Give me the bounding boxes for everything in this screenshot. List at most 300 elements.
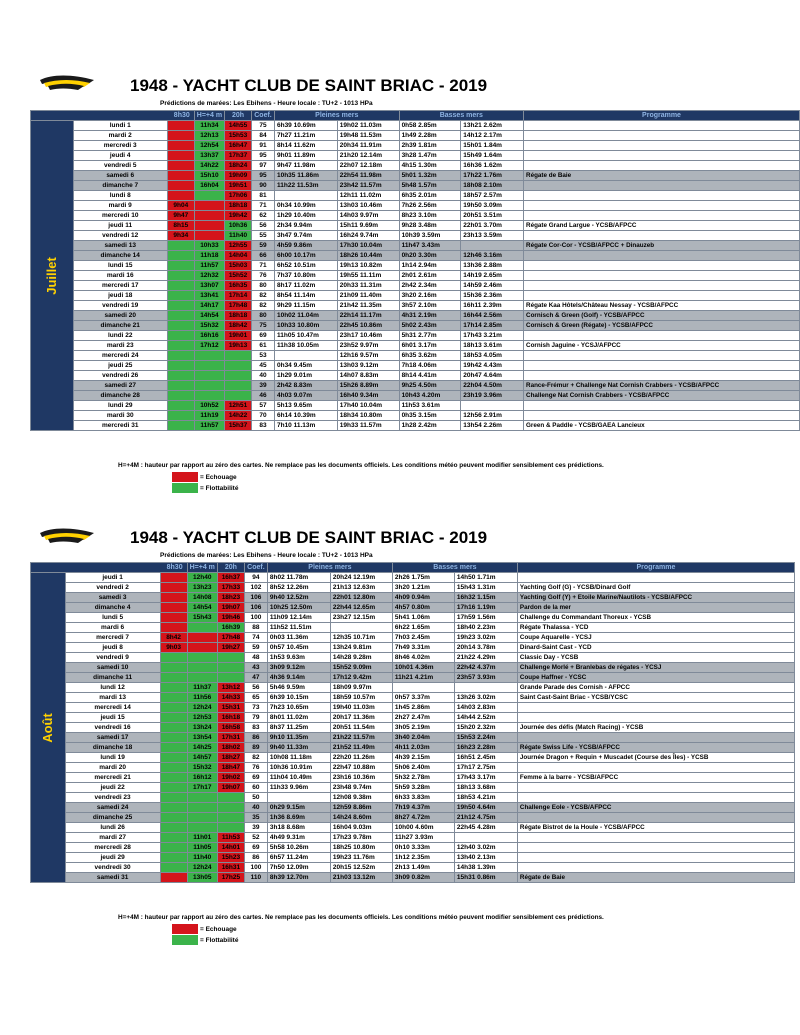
low-tide-2: 23h57 3.93m [454,673,517,683]
high-tide-1: 7h37 10.80m [274,271,337,281]
slot-20h: 11h40 [225,231,252,241]
low-tide-2: 18h13 3.68m [454,783,517,793]
day-cell: mardi 6 [65,623,160,633]
table-row [31,863,795,873]
low-tide-2: 15h20 2.32m [454,723,517,733]
day-cell: vendredi 12 [73,231,167,241]
low-tide-1: 9h25 4.50m [399,381,461,391]
slot-h4m: 14h17 [194,301,224,311]
legend-flottabilite: = Flottabilité [200,937,239,944]
programme-cell [517,833,794,843]
slot-h4m: 13h24 [187,723,217,733]
high-tide-2: 23h27 12.15m [330,613,392,623]
day-cell: vendredi 30 [65,863,160,873]
slot-h4m: 14h57 [187,753,217,763]
low-tide-2: 20h51 3.51m [461,211,524,221]
legend [172,472,238,494]
programme-cell [524,261,800,271]
coef-cell: 40 [252,371,275,381]
coef-cell: 61 [252,341,275,351]
high-tide-2: 20h17 11.36m [330,713,392,723]
low-tide-1: 3h20 2.16m [399,291,461,301]
slot-h4m: 10h33 [194,241,224,251]
programme-cell: Dinard-Saint Cast - YCD [517,643,794,653]
table-row [31,371,800,381]
low-tide-1: 4h15 1.30m [399,161,461,171]
high-tide-2: 17h23 9.78m [330,833,392,843]
low-tide-1: 3h28 1.47m [399,151,461,161]
low-tide-2: 17h22 1.76m [461,171,524,181]
slot-h4m: 11h40 [187,853,217,863]
table-row [31,171,800,181]
low-tide-1: 2h13 1.49m [392,863,454,873]
slot-20h: 15h52 [225,271,252,281]
slot-20h [217,823,244,833]
low-tide-1: 5h41 1.06m [392,613,454,623]
slot-8h30 [167,311,194,321]
low-tide-2: 23h19 3.96m [461,391,524,401]
high-tide-2: 22h47 10.88m [330,763,392,773]
slot-h4m [194,211,224,221]
programme-cell [524,141,800,151]
table-row [31,121,800,131]
slot-20h: 16h58 [217,723,244,733]
slot-8h30 [160,863,187,873]
low-tide-2: 15h53 2.24m [454,733,517,743]
slot-8h30 [160,603,187,613]
table-row [31,311,800,321]
slot-8h30 [160,873,187,883]
low-tide-1: 11h47 3.43m [399,241,461,251]
slot-20h [217,663,244,673]
low-tide-2: 19h50 4.64m [454,803,517,813]
slot-8h30 [167,361,194,371]
low-tide-1: 0h35 3.15m [399,411,461,421]
low-tide-1: 3h05 2.19m [392,723,454,733]
yacht-club-pennant-icon [38,72,96,94]
programme-cell: Challenge Eole - YCSB/AFPCC [517,803,794,813]
slot-20h [217,813,244,823]
slot-8h30 [160,613,187,623]
low-tide-1: 8h27 4.72m [392,813,454,823]
table-row [31,693,795,703]
high-tide-1: 7h27 11.21m [274,131,337,141]
programme-cell [517,863,794,873]
high-tide-1: 8h39 12.70m [267,873,330,883]
slot-20h: 19h01 [225,331,252,341]
slot-20h: 18h02 [217,743,244,753]
slot-h4m [187,633,217,643]
low-tide-1: 3h09 0.82m [392,873,454,883]
slot-8h30 [160,653,187,663]
high-tide-1: 1h53 9.63m [267,653,330,663]
high-tide-2: 23h52 9.97m [337,341,399,351]
low-tide-2 [461,401,524,411]
high-tide-1: 0h29 9.15m [267,803,330,813]
slot-8h30 [160,853,187,863]
slot-20h: 19h07 [217,603,244,613]
low-tide-2: 20h47 4.64m [461,371,524,381]
low-tide-2: 21h12 4.75m [454,813,517,823]
coef-cell: 82 [252,291,275,301]
high-tide-2: 22h54 11.98m [337,171,399,181]
high-tide-2: 16h04 9.03m [330,823,392,833]
low-tide-2: 16h11 2.39m [461,301,524,311]
programme-cell: Coupe Aquarelle - YCSJ [517,633,794,643]
slot-20h: 18h27 [217,753,244,763]
programme-cell [524,411,800,421]
low-tide-1: 2h39 1.81m [399,141,461,151]
high-tide-1: 11h04 10.49m [267,773,330,783]
day-cell: mercredi 24 [73,351,167,361]
low-tide-1: 6h22 1.65m [392,623,454,633]
table-row [31,161,800,171]
high-tide-1: 8h01 11.02m [267,713,330,723]
high-tide-1: 9h40 12.52m [267,593,330,603]
high-tide-2: 22h44 12.65m [330,603,392,613]
high-tide-2: 19h40 11.03m [330,703,392,713]
high-tide-2: 21h52 11.49m [330,743,392,753]
slot-h4m: 13h37 [194,151,224,161]
programme-cell: Cornisch & Green (Régate) - YCSB/AFPCC [524,321,800,331]
slot-8h30 [160,623,187,633]
table-row [31,331,800,341]
programme-cell: Régate Cor-Cor - YCSB/AFPCC + Dinauzeb [524,241,800,251]
slot-8h30 [167,141,194,151]
coef-cell: 65 [244,693,267,703]
high-tide-1: 8h02 11.78m [267,573,330,583]
day-cell: dimanche 28 [73,391,167,401]
table-row [31,783,795,793]
slot-h4m [194,191,224,201]
slot-20h: 16h47 [225,141,252,151]
slot-8h30 [167,131,194,141]
table-row [31,261,800,271]
slot-8h30 [160,573,187,583]
high-tide-2: 22h45 10.86m [337,321,399,331]
table-row [31,663,795,673]
slot-20h: 19h13 [225,341,252,351]
slot-h4m: 13h05 [187,873,217,883]
coef-cell: 74 [244,633,267,643]
legend-red-swatch [172,924,198,934]
coef-cell: 71 [252,201,275,211]
coef-cell: 62 [252,211,275,221]
low-tide-1: 0h20 3.30m [399,251,461,261]
slot-8h30: 9h03 [160,643,187,653]
slot-20h: 19h09 [225,171,252,181]
programme-cell: Green & Paddle - YCSB/GAEA Lancieux [524,421,800,431]
low-tide-1: 10h00 4.60m [392,823,454,833]
table-row [31,873,795,883]
programme-cell [524,231,800,241]
table-row [31,391,800,401]
low-tide-2: 22h45 4.28m [454,823,517,833]
high-tide-1: 5h46 9.59m [267,683,330,693]
low-tide-1: 2h27 2.47m [392,713,454,723]
low-tide-2: 23h13 3.59m [461,231,524,241]
high-tide-1: 11h22 11.53m [274,181,337,191]
slot-8h30: 9h47 [167,211,194,221]
low-tide-1: 1h12 2.35m [392,853,454,863]
low-tide-2: 22h01 3.70m [461,221,524,231]
coef-cell: 75 [252,121,275,131]
high-tide-1: 4h36 9.14m [267,673,330,683]
table-row [31,703,795,713]
programme-cell: Cornish Jaguine - YCSJ/AFPCC [524,341,800,351]
low-tide-2: 16h44 2.56m [461,311,524,321]
day-cell: vendredi 23 [65,793,160,803]
slot-h4m [187,663,217,673]
low-tide-2: 13h40 2.13m [454,853,517,863]
high-tide-1: 9h40 11.33m [267,743,330,753]
slot-8h30 [167,381,194,391]
slot-20h: 15h53 [225,131,252,141]
low-tide-2: 15h36 2.36m [461,291,524,301]
slot-8h30 [160,583,187,593]
coef-cell: 82 [252,301,275,311]
programme-cell: Coupe Haffner - YCSC [517,673,794,683]
table-row [31,201,800,211]
low-tide-2: 13h26 3.02m [454,693,517,703]
high-tide-1: 6h00 10.17m [274,251,337,261]
day-cell: lundi 15 [73,261,167,271]
low-tide-1: 5h02 2.43m [399,321,461,331]
day-cell: dimanche 18 [65,743,160,753]
coef-cell: 60 [244,783,267,793]
programme-cell: Régate de Baie [517,873,794,883]
table-row [31,231,800,241]
slot-20h: 17h31 [217,733,244,743]
programme-cell: Saint Cast-Saint Briac - YCSB/YCSC [517,693,794,703]
low-tide-2 [461,241,524,251]
slot-h4m: 12h24 [187,703,217,713]
table-row [31,271,800,281]
slot-20h: 16h35 [225,281,252,291]
low-tide-1: 2h42 2.34m [399,281,461,291]
high-tide-2: 19h23 11.76m [330,853,392,863]
high-tide-1: 0h34 9.45m [274,361,337,371]
slot-h4m [194,361,224,371]
high-tide-1: 9h47 11.98m [274,161,337,171]
coef-cell: 100 [244,613,267,623]
slot-h4m: 11h57 [194,261,224,271]
coef-cell: 80 [252,311,275,321]
high-tide-1 [274,351,337,361]
table-row [31,673,795,683]
high-tide-2: 12h16 9.57m [337,351,399,361]
slot-8h30 [167,271,194,281]
high-tide-2: 23h17 10.46m [337,331,399,341]
table-row [31,281,800,291]
slot-8h30 [160,823,187,833]
low-tide-1: 10h43 4.20m [399,391,461,401]
legend-green-swatch [172,483,198,493]
high-tide-2: 14h07 8.83m [337,371,399,381]
high-tide-2: 21h09 11.40m [337,291,399,301]
low-tide-2: 14h19 2.65m [461,271,524,281]
slot-8h30 [160,813,187,823]
day-cell: mercredi 21 [65,773,160,783]
day-cell: jeudi 8 [65,643,160,653]
high-tide-1: 8h54 11.14m [274,291,337,301]
slot-8h30 [160,593,187,603]
high-tide-2: 12h08 9.38m [330,793,392,803]
slot-h4m: 14h54 [194,311,224,321]
slot-h4m: 11h18 [194,251,224,261]
coef-cell: 94 [244,573,267,583]
low-tide-1: 11h21 4.21m [392,673,454,683]
low-tide-1: 5h01 1.32m [399,171,461,181]
high-tide-1: 10h25 12.50m [267,603,330,613]
high-tide-2: 22h20 11.26m [330,753,392,763]
coef-cell: 75 [252,321,275,331]
high-tide-2: 19h48 11.53m [337,131,399,141]
low-tide-2: 19h50 3.09m [461,201,524,211]
high-tide-1: 9h29 11.15m [274,301,337,311]
slot-h4m [194,221,224,231]
day-cell: mardi 16 [73,271,167,281]
low-tide-1: 4h39 2.15m [392,753,454,763]
high-tide-2: 20h51 11.54m [330,723,392,733]
low-tide-2: 17h14 2.85m [461,321,524,331]
coef-cell: 95 [252,151,275,161]
yacht-club-pennant-icon [38,525,96,547]
day-cell: mardi 13 [65,693,160,703]
slot-h4m: 12h24 [187,863,217,873]
slot-8h30 [160,663,187,673]
table-row [31,351,800,361]
slot-20h: 14h01 [217,843,244,853]
low-tide-1: 7h26 2.56m [399,201,461,211]
slot-20h: 18h42 [225,321,252,331]
high-tide-2: 12h35 10.71m [330,633,392,643]
high-tide-1: 0h34 10.99m [274,201,337,211]
slot-8h30 [160,783,187,793]
low-tide-2: 14h50 1.71m [454,573,517,583]
slot-20h: 16h31 [217,863,244,873]
day-cell: mardi 27 [65,833,160,843]
programme-cell [524,161,800,171]
low-tide-1: 11h53 3.61m [399,401,461,411]
programme-cell [524,291,800,301]
programme-cell [524,361,800,371]
slot-h4m: 11h34 [194,121,224,131]
high-tide-2: 12h11 11.02m [337,191,399,201]
slot-20h: 19h46 [217,613,244,623]
coef-cell: 56 [244,683,267,693]
slot-20h [217,803,244,813]
coef-cell: 79 [244,713,267,723]
day-cell: samedi 24 [65,803,160,813]
high-tide-2: 22h07 12.18m [337,161,399,171]
coef-cell: 88 [244,623,267,633]
programme-cell [524,151,800,161]
disclaimer-note: H=+4M : hauteur par rapport au zéro des cartes. Ne remplace pas les documents officiels. Les conditions météo peuvent modifier sensiblement ces prédictions. [118,462,604,469]
programme-cell [517,853,794,863]
legend-red-swatch [172,472,198,482]
header-20h: 20h [225,111,252,121]
low-tide-2: 18h13 3.61m [461,341,524,351]
high-tide-1: 8h37 11.25m [267,723,330,733]
coef-cell: 52 [244,833,267,843]
table-row [31,803,795,813]
header-basses-mers: Basses mers [392,563,517,573]
day-cell: samedi 20 [73,311,167,321]
high-tide-2: 20h15 12.52m [330,863,392,873]
day-cell: vendredi 5 [73,161,167,171]
programme-cell: Yachting Golf (Y) + Etoile Marine/Nautilots - YCSB/AFPCC [517,593,794,603]
high-tide-1: 11h33 9.96m [267,783,330,793]
slot-h4m: 17h17 [187,783,217,793]
header-20h: 20h [217,563,244,573]
slot-20h: 18h23 [217,593,244,603]
slot-20h: 13h12 [217,683,244,693]
high-tide-2: 18h34 10.80m [337,411,399,421]
slot-h4m [187,623,217,633]
low-tide-2: 14h38 1.39m [454,863,517,873]
table-row [31,301,800,311]
table-row [31,341,800,351]
day-cell: jeudi 4 [73,151,167,161]
low-tide-2: 17h59 1.56m [454,613,517,623]
table-row [31,181,800,191]
high-tide-2: 19h55 11.11m [337,271,399,281]
programme-cell: Régate Grand Largue - YCSB/AFPCC [524,221,800,231]
coef-cell: 76 [244,763,267,773]
high-tide-1: 2h34 9.94m [274,221,337,231]
day-cell: samedi 6 [73,171,167,181]
coef-cell: 83 [252,421,275,431]
day-cell: dimanche 21 [73,321,167,331]
coef-cell: 69 [244,843,267,853]
high-tide-2: 13h24 9.81m [330,643,392,653]
slot-h4m: 15h32 [194,321,224,331]
slot-h4m [187,673,217,683]
month-label [31,573,66,883]
high-tide-2: 21h42 11.35m [337,301,399,311]
low-tide-1: 1h49 2.28m [399,131,461,141]
legend-echouage: = Echouage [200,474,237,481]
high-tide-1: 8h52 12.26m [267,583,330,593]
high-tide-1 [267,793,330,803]
high-tide-1: 4h03 9.07m [274,391,337,401]
header-h4m: H=+4 m [187,563,217,573]
high-tide-2: 22h14 11.17m [337,311,399,321]
coef-cell: 55 [252,231,275,241]
low-tide-2: 19h42 4.43m [461,361,524,371]
slot-h4m [187,803,217,813]
slot-8h30 [167,351,194,361]
table-row [31,381,800,391]
day-cell: mercredi 28 [65,843,160,853]
day-cell: lundi 29 [73,401,167,411]
table-row [31,141,800,151]
table-row [31,603,795,613]
slot-20h: 19h51 [225,181,252,191]
slot-h4m: 14h54 [187,603,217,613]
legend-green-swatch [172,935,198,945]
slot-8h30 [160,723,187,733]
slot-8h30 [160,713,187,723]
slot-8h30: 8h42 [160,633,187,643]
low-tide-1: 6h35 2.01m [399,191,461,201]
coef-cell: 97 [252,161,275,171]
coef-cell: 90 [252,181,275,191]
high-tide-1: 8h17 11.02m [274,281,337,291]
table-row [31,191,800,201]
slot-20h [225,391,252,401]
